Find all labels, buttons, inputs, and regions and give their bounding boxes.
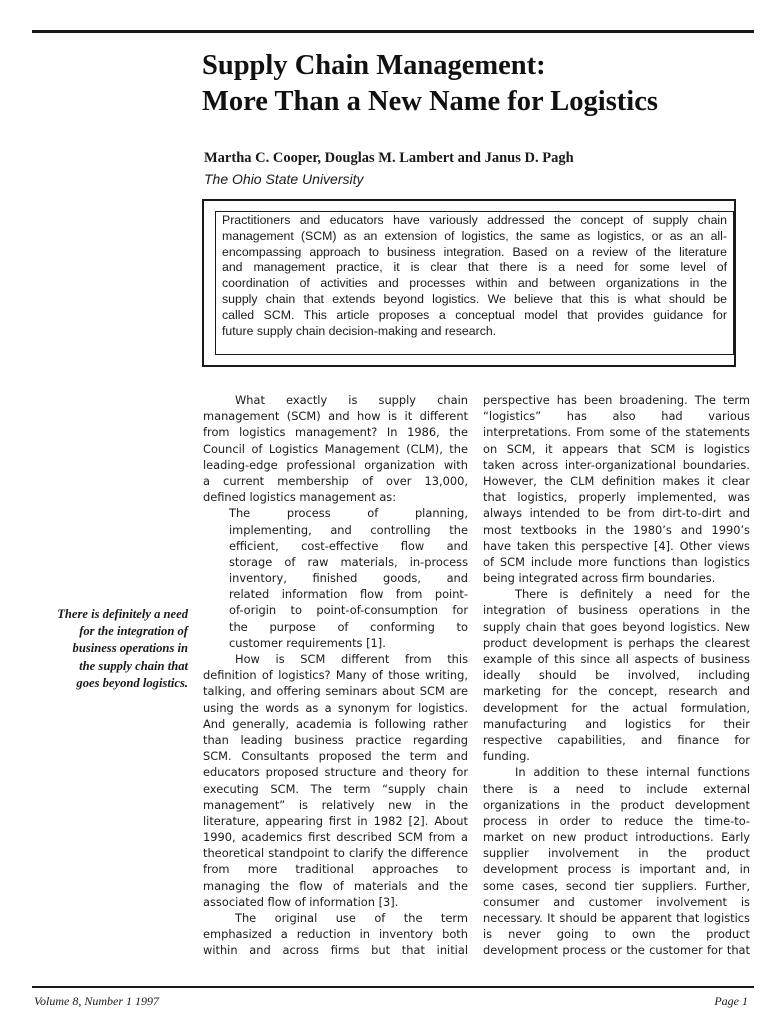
body-line: talking, and offering seminars about SCM are [203, 684, 468, 699]
body-line: Council of Logistics Management (CLM), the [203, 441, 468, 456]
pull-quote-line: There is definitely a need [57, 607, 188, 621]
abstract-line: future supply chain decision-making and research. [222, 323, 497, 338]
body-line: product development is perhaps the clearest [483, 635, 750, 650]
body-line: What exactly is supply chain [235, 393, 468, 407]
body-line: development process is important and, in [483, 862, 750, 877]
body-line: defined logistics management as: [203, 490, 397, 505]
title-line: Supply Chain Management: [202, 50, 546, 81]
abstract-line: supply chain that extends beyond logistics. We believe that this is what should be [222, 291, 727, 306]
quote-line: storage of raw materials, in-process [229, 554, 468, 569]
body-line: SCM. Consultants proposed the term and [203, 749, 468, 764]
body-line: associated flow of information [3]. [203, 894, 399, 909]
body-line: ideally should be involved, including [483, 668, 750, 683]
body-line: “logistics” has also had various [483, 409, 750, 424]
footer-volume: Volume 8, Number 1 1997 [34, 994, 159, 1008]
body-line: of SCM include more functions than logistics [483, 554, 750, 569]
body-line: And generally, academia is following rather [203, 716, 468, 731]
body-line: development process or the customer for that [483, 943, 750, 958]
body-line: have taken this perspective [4]. Other views [483, 538, 750, 553]
body-line: being integrated across firm boundaries. [483, 571, 716, 586]
body-line: In addition to these internal functions [515, 765, 750, 780]
body-line: respective capabilities, and finance for [483, 732, 750, 747]
body-line: leading-edge professional organization with [203, 457, 468, 472]
title-line: More Than a New Name for Logistics [202, 86, 658, 117]
body-line: is never going to own the product [483, 927, 750, 942]
quote-line: efficient, cost-effective flow and [229, 538, 468, 553]
body-line: educators proposed structure and theory for [203, 765, 468, 780]
body-line: taken across inter-organizational boundaries. [483, 457, 750, 472]
body-line: always intended to be from dirt-to-dirt and [483, 506, 750, 521]
quote-line: of-origin to point-of-consumption for [229, 603, 468, 618]
affiliation: The Ohio State University [204, 171, 364, 187]
abstract-line: and management practice, it is clear that there is a need for some level of [222, 260, 727, 275]
abstract-box [215, 211, 734, 355]
body-line: consumer and customer involvement is [483, 894, 750, 909]
authors: Martha C. Cooper, Douglas M. Lambert and Janus D. Pagh [204, 150, 574, 166]
body-line: marketing for the concept, research and [483, 684, 750, 699]
body-line: using the words as a synonym for logistics. [203, 700, 468, 715]
pull-quote-line: business operations in [72, 641, 188, 656]
body-line: that logistics, properly implemented, was [483, 490, 750, 505]
footer-page-number: Page 1 [714, 994, 748, 1008]
body-line: literature, appearing first in 1982 [2]. About [203, 813, 468, 828]
body-line: example of this since all aspects of business [483, 652, 750, 666]
quote-line: customer requirements [1]. [229, 635, 386, 650]
body-line: funding. [483, 749, 530, 764]
body-line: there is a need to include external [483, 781, 750, 796]
body-line: managing the flow of materials and the [203, 878, 468, 893]
body-line: organizations in the product development [483, 797, 750, 812]
body-line: executing SCM. The term “supply chain [203, 781, 468, 796]
body-line: manufacturing and logistics for their [483, 716, 750, 731]
body-line: perspective has been broadening. The term [483, 393, 750, 407]
quote-line: implementing, and controlling the [229, 522, 468, 537]
body-line: than leading business practice regarding [203, 732, 468, 747]
body-line: necessary. It should be apparent that logistics [483, 911, 750, 925]
body-line: some cases, second tier suppliers. Further, [483, 878, 750, 893]
body-line: However, the CLM definition makes it clear [483, 473, 750, 488]
body-line: a current membership of over 13,000, [203, 473, 468, 488]
abstract-line: Practitioners and educators have variously addressed the concept of supply chain [222, 213, 727, 227]
pull-quote-line: goes beyond logistics. [76, 675, 188, 690]
article-title [202, 48, 762, 120]
body-line: The original use of the term [235, 911, 468, 925]
body-line: on SCM, it appears that SCM is logistics [483, 441, 750, 456]
quote-line: the purpose of conforming to [229, 619, 468, 634]
body-line: interpretations. From some of the statements [483, 425, 750, 440]
body-line: 1990, academics first described SCM from a [203, 830, 468, 845]
quote-line: inventory, finished goods, and [229, 571, 468, 586]
body-line: supply chain that goes beyond logistics. New [483, 619, 750, 634]
body-line: within and across firms but that initial [203, 943, 468, 958]
body-column-right [483, 392, 750, 959]
body-line: supplier involvement in the product [483, 846, 750, 861]
body-line: management (SCM) and how is it different [203, 409, 468, 424]
body-line: definition of logistics? Many of those writing, [203, 668, 468, 683]
body-line: from logistics management? In 1986, the [203, 425, 468, 440]
body-line: most textbooks in the 1980’s and 1990’s [483, 522, 750, 537]
abstract-line: management (SCM) as an extension of logistics, the same as logistics, or as an all- [222, 228, 727, 243]
abstract-line: coordination of activities and processes within and between organizations in the [222, 276, 727, 291]
pull-quote-line: for the integration of [79, 624, 188, 639]
body-line: management” is relatively new in the [203, 797, 468, 812]
top-rule [32, 30, 754, 33]
body-line: process in order to reduce the time-to- [483, 813, 750, 828]
pull-quote-line: the supply chain that [79, 658, 188, 673]
bottom-rule [32, 986, 754, 988]
body-line: theoretical standpoint to clarify the difference [203, 846, 468, 861]
body-line: emphasized a reduction in inventory both [203, 927, 468, 942]
body-line: There is definitely a need for the [515, 587, 750, 602]
abstract-line: called SCM. This article proposes a conceptual model that provides guidance for [222, 307, 727, 322]
abstract-line: encompassing approach to business integration. Based on a review of the literature [222, 244, 727, 259]
quote-line: related information flow from point- [229, 587, 468, 602]
body-column-left [203, 392, 468, 959]
body-line: development for the actual formulation, [483, 700, 750, 715]
body-line: How is SCM different from this [235, 652, 468, 666]
body-line: integration of business operations in the [483, 603, 750, 618]
pull-quote [30, 606, 188, 692]
body-line: from more traditional approaches to [203, 862, 468, 877]
body-line: market on new product introductions. Early [483, 830, 750, 845]
quote-line: The process of planning, [229, 506, 468, 521]
